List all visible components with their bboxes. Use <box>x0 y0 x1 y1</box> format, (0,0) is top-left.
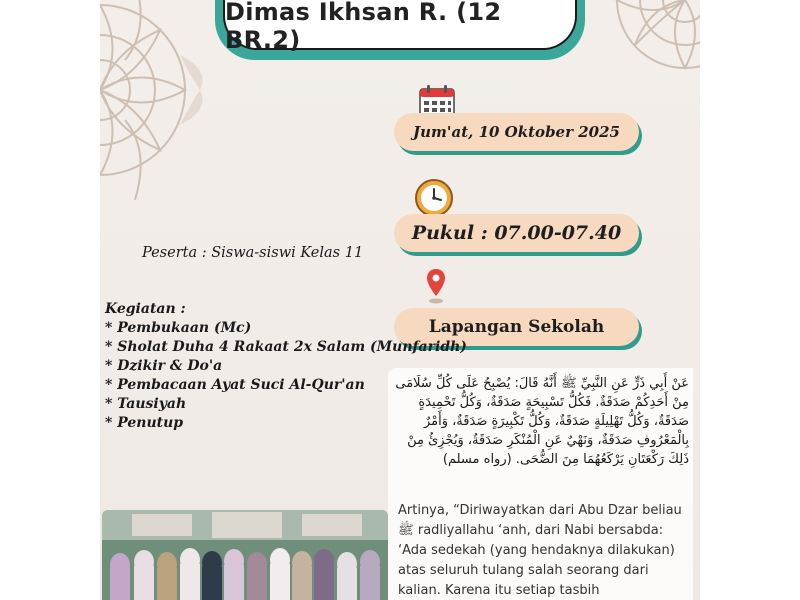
activity-item: * Sholat Duha 4 Rakaat 2x Salam (Munfaridh) <box>105 338 525 357</box>
name-header-inner <box>223 0 577 54</box>
event-location: Lapangan Sekolah <box>428 317 605 337</box>
mandala-ornament-right-icon <box>605 0 700 90</box>
participants-text: Peserta : Siswa-siswi Kelas 11 <box>142 245 364 261</box>
hadith-box <box>388 368 693 600</box>
activity-item: * Pembukaan (Mc) <box>105 319 525 338</box>
activity-item: * Penutup <box>105 414 525 433</box>
mandala-ornament-left-icon <box>100 0 220 220</box>
activities-heading: Kegiatan : <box>105 301 186 317</box>
name-header-card <box>215 0 585 60</box>
hadith-translation-text: Artinya, “Diriwayatkan dari Abu Dzar beliau ﷺ radliyallahu ‘anh, dari Nabi bersabda: ‘Ada sedekah (yang hendaknya dilakukan) atas seluruh tulang salah seorang dari kalian. Karena itu setiap tasbih <box>398 503 682 598</box>
activity-item: * Tausiyah <box>105 395 525 414</box>
event-poster <box>100 0 700 600</box>
event-time: Pukul : 07.00-07.40 <box>411 222 622 244</box>
presenter-name: Dimas Ikhsan R. (12 BR.2) <box>225 0 502 54</box>
hadith-arabic-text: عَنْ أَبِي ذَرٍّ عَنِ النَّبِيِّ ﷺ أَنَّهُ قَالَ: يُصْبِحُ عَلَى كُلِّ سُلَامَى مِنْ أَحَدِكُمْ صَدَقَةٌ. فَكُلُّ تَسْبِيحَةٍ صَدَقَةٌ، وَكُلُّ تَحْمِيدَةٍ صَدَقَةٌ، وَكُلُّ تَهْلِيلَةٍ صَدَقَةٌ، وَكُلُّ تَكْبِيرَةٍ صَدَقَةٌ، وَأَمْرٌ بِالْمَعْرُوفِ صَدَقَةٌ، وَنَهْيٌ عَنِ الْمُنْكَرِ صَدَقَةٌ، وَيُجْزِئُ مِنْ ذَلِكَ رَكْعَتَانِ يَرْكَعُهُمَا مِنَ الضُّحَى. (رواه مسلم) <box>395 376 689 467</box>
activity-item: * Pembacaan Ayat Suci Al-Qur'an <box>105 376 525 395</box>
date-pill <box>394 113 639 151</box>
activity-item: * Dzikir & Do'a <box>105 357 525 376</box>
event-date: Jum'at, 10 Oktober 2025 <box>413 123 620 141</box>
congregation-photo <box>102 510 388 600</box>
time-pill <box>394 214 639 252</box>
clock-icon <box>414 178 454 218</box>
